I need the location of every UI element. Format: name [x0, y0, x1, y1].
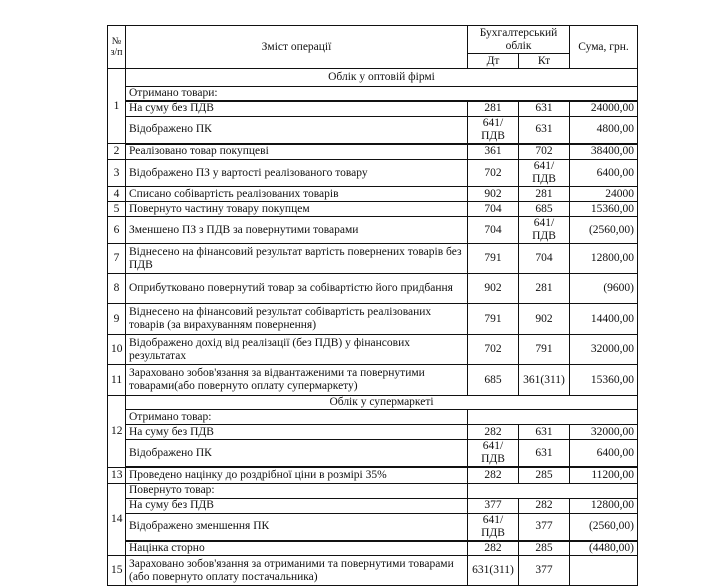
table-row — [108, 274, 638, 304]
amount — [570, 556, 638, 586]
header-kt: Кт — [519, 54, 570, 69]
row-number: 7 — [108, 244, 126, 274]
group-label: Отримано товари: — [126, 87, 638, 102]
operation-text: Відображено ПК — [126, 116, 468, 144]
table-row — [108, 69, 638, 87]
debit-account: 704 — [468, 217, 519, 244]
amount: 12800,00 — [570, 498, 638, 513]
debit-account: 641/ПДВ — [468, 440, 519, 468]
operation-text: Відображено дохід від реалізації (без ПДВ) у фінансових результатах — [126, 335, 468, 365]
row-number: 6 — [108, 217, 126, 244]
operation-text: Реалізовано товар покупцеві — [126, 144, 468, 160]
table-row — [108, 116, 638, 144]
row-number: 3 — [108, 160, 126, 187]
amount: 6400,00 — [570, 440, 638, 468]
operation-text: На суму без ПДВ — [126, 101, 468, 116]
credit-account: 361(311) — [519, 365, 570, 396]
table-row — [108, 187, 638, 202]
operation-text: Повернуто частину товару покупцем — [126, 202, 468, 217]
credit-account: 641/ПДВ — [519, 217, 570, 244]
operation-text: Відображено зменшення ПК — [126, 513, 468, 541]
header-num: № з/п — [108, 26, 126, 69]
operation-text: Зараховано зобов'язання за відвантаженими та повернутими товарами(або повернуто оплату супермаркету) — [126, 365, 468, 396]
section-title: Облік у оптовій фірмі — [126, 69, 638, 87]
table-row — [108, 541, 638, 556]
header-dt: Дт — [468, 54, 519, 69]
empty-cell — [468, 410, 638, 425]
row-number: 10 — [108, 335, 126, 365]
credit-account: 377 — [519, 556, 570, 586]
operation-text: Зменшено ПЗ з ПДВ за повернутими товарами — [126, 217, 468, 244]
operation-text: Націнка сторно — [126, 541, 468, 556]
accounting-entries-table — [107, 25, 638, 586]
credit-account: 631 — [519, 425, 570, 440]
row-number: 14 — [108, 483, 126, 556]
row-number: 1 — [108, 69, 126, 144]
credit-account: 641/ПДВ — [519, 160, 570, 187]
debit-account: 902 — [468, 187, 519, 202]
table-row — [108, 396, 638, 410]
debit-account: 377 — [468, 498, 519, 513]
operation-text: Віднесено на фінансовий результат вартість повернених товарів без ПДВ — [126, 244, 468, 274]
table-row — [108, 160, 638, 187]
table-row — [108, 365, 638, 396]
table-row — [108, 498, 638, 513]
debit-account: 641/ПДВ — [468, 116, 519, 144]
operation-text: Списано собівартість реалізованих товарів — [126, 187, 468, 202]
credit-account: 285 — [519, 541, 570, 556]
amount: 32000,00 — [570, 335, 638, 365]
table-row — [108, 87, 638, 102]
debit-account: 631(311) — [468, 556, 519, 586]
table-row — [108, 202, 638, 217]
operation-text: Оприбутковано повернутий товар за собівартістю його придбання — [126, 274, 468, 304]
debit-account: 361 — [468, 144, 519, 160]
credit-account: 631 — [519, 101, 570, 116]
operation-text: Відображено ПК — [126, 440, 468, 468]
row-number: 2 — [108, 144, 126, 160]
credit-account: 631 — [519, 440, 570, 468]
credit-account: 902 — [519, 304, 570, 335]
table-row — [108, 467, 638, 483]
operation-text: На суму без ПДВ — [126, 425, 468, 440]
operation-text: Відображено ПЗ у вартості реалізованого товару — [126, 160, 468, 187]
debit-account: 702 — [468, 160, 519, 187]
credit-account: 791 — [519, 335, 570, 365]
debit-account: 641/ПДВ — [468, 513, 519, 541]
operation-text: Зараховано зобов'язання за отриманими та повернутими товарами (або повернуто оплату постачальника) — [126, 556, 468, 586]
debit-account: 791 — [468, 244, 519, 274]
row-number: 11 — [108, 365, 126, 396]
amount: 15360,00 — [570, 365, 638, 396]
row-number: 12 — [108, 396, 126, 468]
row-number: 8 — [108, 274, 126, 304]
table-row — [108, 410, 638, 425]
group-label: Отримано товар: — [126, 410, 468, 425]
table-row — [108, 217, 638, 244]
header-sum: Сума, грн. — [570, 26, 638, 69]
amount: 14400,00 — [570, 304, 638, 335]
header-accounting: Бухгалтерський облік — [468, 26, 570, 54]
empty-cell — [468, 483, 638, 498]
amount: 24000 — [570, 187, 638, 202]
header-content: Зміст операції — [126, 26, 468, 69]
table-row — [108, 483, 638, 498]
credit-account: 631 — [519, 116, 570, 144]
amount: 32000,00 — [570, 425, 638, 440]
table-row — [108, 513, 638, 541]
table-row — [108, 556, 638, 586]
amount: 38400,00 — [570, 144, 638, 160]
amount: 11200,00 — [570, 467, 638, 483]
credit-account: 281 — [519, 274, 570, 304]
row-number: 5 — [108, 202, 126, 217]
row-number: 9 — [108, 304, 126, 335]
credit-account: 281 — [519, 187, 570, 202]
amount: 15360,00 — [570, 202, 638, 217]
debit-account: 282 — [468, 425, 519, 440]
table-row — [108, 304, 638, 335]
amount: (2560,00) — [570, 217, 638, 244]
amount: (2560,00) — [570, 513, 638, 541]
table-row — [108, 244, 638, 274]
amount: 6400,00 — [570, 160, 638, 187]
table-row — [108, 144, 638, 160]
group-label: Повернуто товар: — [126, 483, 468, 498]
operation-text: Проведено націнку до роздрібної ціни в розмірі 35% — [126, 467, 468, 483]
amount: (9600) — [570, 274, 638, 304]
debit-account: 282 — [468, 467, 519, 483]
amount: 12800,00 — [570, 244, 638, 274]
operation-text: Віднесено на фінансовий результат собівартість реалізованих товарів (за вирахуванням повернення) — [126, 304, 468, 335]
debit-account: 704 — [468, 202, 519, 217]
amount: 4800,00 — [570, 116, 638, 144]
table-row — [108, 425, 638, 440]
operation-text: На суму без ПДВ — [126, 498, 468, 513]
debit-account: 702 — [468, 335, 519, 365]
credit-account: 702 — [519, 144, 570, 160]
debit-account: 791 — [468, 304, 519, 335]
row-number: 15 — [108, 556, 126, 586]
debit-account: 281 — [468, 101, 519, 116]
credit-account: 282 — [519, 498, 570, 513]
table-row — [108, 335, 638, 365]
debit-account: 685 — [468, 365, 519, 396]
credit-account: 685 — [519, 202, 570, 217]
table-row — [108, 101, 638, 116]
table-row — [108, 440, 638, 468]
credit-account: 704 — [519, 244, 570, 274]
amount: (4480,00) — [570, 541, 638, 556]
debit-account: 902 — [468, 274, 519, 304]
row-number: 4 — [108, 187, 126, 202]
section-title: Облік у супермаркеті — [126, 396, 638, 410]
row-number: 13 — [108, 467, 126, 483]
credit-account: 285 — [519, 467, 570, 483]
credit-account: 377 — [519, 513, 570, 541]
amount: 24000,00 — [570, 101, 638, 116]
debit-account: 282 — [468, 541, 519, 556]
